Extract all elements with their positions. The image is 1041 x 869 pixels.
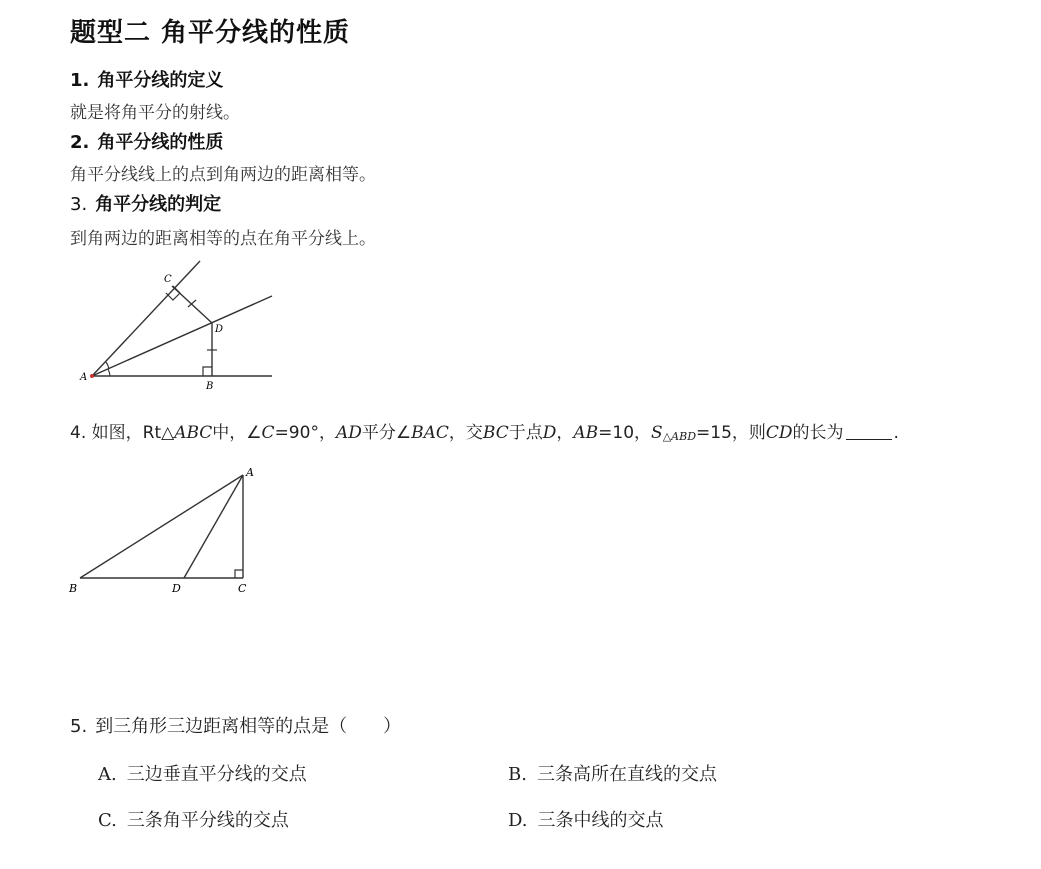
q4-text-6: 于点 <box>508 423 543 443</box>
section-2-heading <box>70 128 223 154</box>
label-d: D <box>215 324 224 335</box>
right-angle-mark-c2 <box>235 570 243 578</box>
angle-arc-1 <box>106 362 109 369</box>
q4-text-4: 平分 <box>361 423 396 443</box>
option-a-text: 三边垂直平分线的交点 <box>126 764 307 785</box>
ray-ac <box>92 261 200 376</box>
q4-answer-blank[interactable] <box>846 425 892 440</box>
label-c2: C <box>238 582 247 595</box>
section-3-number: 3. <box>70 194 88 215</box>
option-a-letter: A. <box>98 764 117 785</box>
q4-text-2: 中， <box>212 423 247 443</box>
section-2-title: 角平分线的性质 <box>97 132 224 153</box>
q4-s: S <box>651 423 663 443</box>
vertex-dot-a <box>90 374 94 378</box>
q4-text-9: =15，则 <box>696 423 766 443</box>
q4-ad: AD <box>335 423 362 443</box>
angle-arc-2 <box>108 369 110 376</box>
option-d[interactable] <box>508 806 664 832</box>
q4-c: C <box>261 423 275 443</box>
q4-text-10: 的长为 <box>792 423 844 443</box>
q4-text-8: =10， <box>598 423 652 443</box>
section-1-number: 1. <box>70 70 90 91</box>
section-2-text: 角平分线线上的点到角两边的距离相等。 <box>70 165 376 185</box>
q4-text-11: . <box>893 423 899 443</box>
right-triangle-figure <box>65 462 275 602</box>
option-c-letter: C. <box>98 810 117 831</box>
option-c-text: 三条角平分线的交点 <box>126 810 289 831</box>
q4-s-subscript: △ABD <box>662 430 697 443</box>
q4-ab: AB <box>573 423 599 443</box>
option-d-letter: D. <box>508 810 528 831</box>
label-b: B <box>206 381 214 392</box>
segment-ad <box>184 475 243 578</box>
option-c[interactable] <box>98 806 289 832</box>
section-2-number: 2. <box>70 132 90 153</box>
question-5 <box>70 712 401 738</box>
q4-text-1: 如图，Rt△ <box>91 423 175 443</box>
q4-d: D <box>542 423 557 443</box>
side-ba <box>80 475 243 578</box>
label-d2: D <box>172 582 181 595</box>
option-a[interactable] <box>98 760 307 786</box>
section-3-text: 到角两边的距离相等的点在角平分线上。 <box>70 229 376 249</box>
q5-number: 5. <box>70 716 88 737</box>
q4-text-5: ，交 <box>448 423 483 443</box>
q4-angle-symbol-2: ∠ <box>395 423 412 443</box>
question-4 <box>70 418 899 443</box>
right-angle-mark-c <box>166 286 180 300</box>
q4-number: 4. <box>70 423 87 443</box>
q4-text-3: =90°， <box>274 423 336 443</box>
q5-stem: 到三角形三边距离相等的点是（ ） <box>95 716 402 737</box>
page-title: 题型二 角平分线的性质 <box>70 18 351 48</box>
label-b2: B <box>69 582 78 595</box>
ray-ad <box>92 296 272 376</box>
section-1-heading <box>70 66 223 92</box>
section-3-heading <box>70 190 221 216</box>
q4-bc: BC <box>482 423 509 443</box>
right-angle-mark-b <box>203 367 212 376</box>
section-3-title: 角平分线的判定 <box>95 194 222 215</box>
label-a: A <box>80 372 88 383</box>
option-b[interactable] <box>508 760 717 786</box>
label-c: C <box>164 274 172 285</box>
q4-cd: CD <box>765 423 793 443</box>
section-1-title: 角平分线的定义 <box>97 70 224 91</box>
label-a2: A <box>246 466 254 479</box>
q4-abc: ABC <box>174 423 213 443</box>
option-b-letter: B. <box>508 764 527 785</box>
option-d-text: 三条中线的交点 <box>537 810 664 831</box>
option-b-text: 三条高所在直线的交点 <box>536 764 717 785</box>
angle-bisector-figure <box>70 255 290 395</box>
q4-angle-symbol-1: ∠ <box>246 423 262 443</box>
q4-text-7: ， <box>556 423 574 443</box>
section-1-text: 就是将角平分的射线。 <box>70 103 240 123</box>
q4-bac: BAC <box>411 423 449 443</box>
